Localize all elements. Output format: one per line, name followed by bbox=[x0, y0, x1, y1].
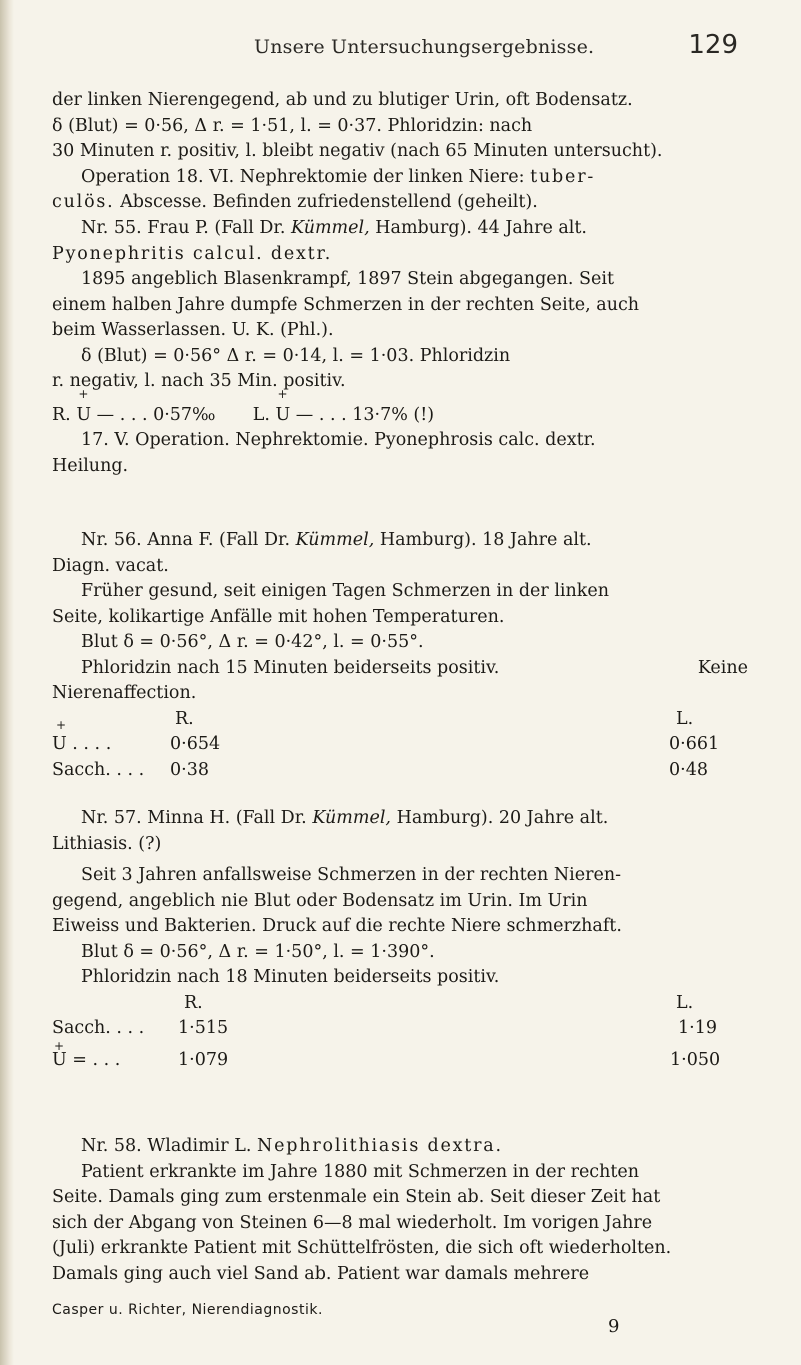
text-line: Seit 3 Jahren anfallsweise Schmerzen in der rechten Nieren- bbox=[81, 865, 622, 885]
case-58 bbox=[52, 1134, 748, 1287]
text-line: Blut δ = 0·56°, Δ r. = 1·50°, l. = 1·390°. bbox=[81, 941, 435, 962]
doctor-name: Kümmel, bbox=[312, 808, 391, 828]
text-line: Seite. Damals ging zum erstenmale ein Stein ab. Seit dieser Zeit hat bbox=[52, 1187, 661, 1207]
text-line: 1895 angeblich Blasenkrampf, 1897 Stein abgegangen. Seit bbox=[81, 269, 615, 289]
case-diagnosis: Diagn. vacat. bbox=[52, 555, 169, 576]
text-line: gegend, angeblich nie Blut oder Bodensatz im Urin. Im Urin bbox=[52, 890, 588, 911]
case-diagnosis: Nephrolithiasis dextra. bbox=[256, 1136, 503, 1156]
text-line: 30 Minuten r. positiv, l. bleibt negativ (nach 65 Minuten untersucht). bbox=[52, 141, 663, 161]
table-row: U . . . . 0·654 0·661 bbox=[52, 734, 720, 754]
page-binding-edge bbox=[0, 0, 14, 1365]
table-row: Sacch. . . . 0·38 0·48 bbox=[52, 759, 708, 780]
case-57 bbox=[52, 806, 748, 1073]
column-header-left: L. bbox=[676, 992, 694, 1013]
text-line: Patient erkrankte im Jahre 1880 mit Schmerzen in der rechten bbox=[81, 1161, 640, 1182]
text-line: Heilung. bbox=[52, 455, 129, 476]
text-line: Nierenaffection. bbox=[52, 683, 197, 703]
table-row: Sacch. . . . 1·515 1·19 bbox=[52, 1018, 717, 1038]
text-line: (Juli) erkrankte Patient mit Schüttelfrösten, die sich oft wiederholten. bbox=[52, 1238, 672, 1258]
text-line: Blut δ = 0·56°, Δ r. = 0·42°, l. = 0·55°. bbox=[81, 632, 424, 652]
case-diagnosis: Pyonephritis calcul. dextr. bbox=[52, 243, 333, 264]
case-heading: Nr. 58. Wladimir L. Nephrolithiasis dextra. bbox=[81, 1136, 503, 1156]
text-line: δ (Blut) = 0·56° Δ r. = 0·14, l. = 1·03. Phloridzin bbox=[81, 345, 511, 366]
spaced-term: culös. bbox=[52, 192, 115, 212]
table-header bbox=[52, 991, 748, 1017]
text-line: einem halben Jahre dumpfe Schmerzen in der rechten Seite, auch bbox=[52, 294, 640, 315]
column-header-left: L. bbox=[676, 708, 694, 729]
case-heading: Nr. 57. Minna H. (Fall Dr. Kümmel, Hamburg). 20 Jahre alt. bbox=[81, 808, 609, 828]
signature-mark: 9 bbox=[608, 1316, 620, 1337]
column-header-right: R. bbox=[175, 708, 194, 729]
case-heading: Nr. 55. Frau P. (Fall Dr. Kümmel, Hamburg). 44 Jahre alt. bbox=[81, 218, 587, 238]
case-56 bbox=[52, 528, 748, 783]
column-header-right: R. bbox=[184, 992, 203, 1013]
urea-result-line: R. + U — . . . 0·57‰ L. + U — . . . 13·7% (!) bbox=[52, 403, 748, 429]
table-header bbox=[52, 707, 748, 733]
text-line: δ (Blut) = 0·56, Δ r. = 1·51, l. = 0·37. Phloridzin: nach bbox=[52, 115, 533, 136]
doctor-name: Kümmel, bbox=[291, 218, 370, 238]
spaced-term: tuber- bbox=[530, 166, 596, 187]
text-line: Phloridzin nach 15 Minuten beiderseits positiv. Keine bbox=[81, 657, 748, 678]
plus-sign: + bbox=[54, 1038, 65, 1053]
case-heading: Nr. 56. Anna F. (Fall Dr. Kümmel, Hamburg). 18 Jahre alt. bbox=[81, 530, 592, 550]
publisher-footer: Casper u. Richter, Nierendiagnostik. bbox=[52, 1302, 323, 1318]
text-line: beim Wasserlassen. U. K. (Phl.). bbox=[52, 320, 334, 340]
text-line: Früher gesund, seit einigen Tagen Schmerzen in der linken bbox=[81, 581, 610, 601]
text-line: Damals ging auch viel Sand ab. Patient war damals mehrere bbox=[52, 1263, 590, 1284]
plus-sign: + bbox=[56, 717, 67, 732]
doctor-name: Kümmel, bbox=[295, 530, 375, 550]
table-row: + U = . . . 1·079 1·050 bbox=[52, 1048, 748, 1074]
text-line: Eiweiss und Bakterien. Druck auf die rechte Niere schmerzhaft. bbox=[52, 916, 622, 936]
text-line: 17. V. Operation. Nephrektomie. Pyonephrosis calc. dextr. bbox=[81, 430, 596, 450]
text-line: r. negativ, l. nach 35 Min. positiv. bbox=[52, 371, 346, 391]
case-diagnosis: Lithiasis. (?) bbox=[52, 833, 162, 854]
text-line: sich der Abgang von Steinen 6—8 mal wiederholt. Im vorigen Jahre bbox=[52, 1212, 653, 1233]
running-header: Unsere Untersuchungsergebnisse. bbox=[254, 36, 595, 58]
case-55 bbox=[52, 216, 748, 479]
text-line: Seite, kolikartige Anfälle mit hohen Temperaturen. bbox=[52, 606, 505, 627]
text-line: Operation 18. VI. Nephrektomie der linken Niere: tuber- bbox=[81, 166, 596, 187]
text-line: culös. Abscesse. Befinden zufriedenstellend (geheilt). bbox=[52, 192, 538, 212]
continuation-paragraph bbox=[52, 88, 748, 216]
page-number: 129 bbox=[688, 30, 738, 60]
urea-symbol: + U bbox=[76, 403, 91, 429]
text-line: Phloridzin nach 18 Minuten beiderseits positiv. bbox=[81, 967, 500, 987]
urea-symbol: + U bbox=[275, 403, 290, 429]
text-line: der linken Nierengegend, ab und zu blutiger Urin, oft Bodensatz. bbox=[52, 90, 633, 110]
